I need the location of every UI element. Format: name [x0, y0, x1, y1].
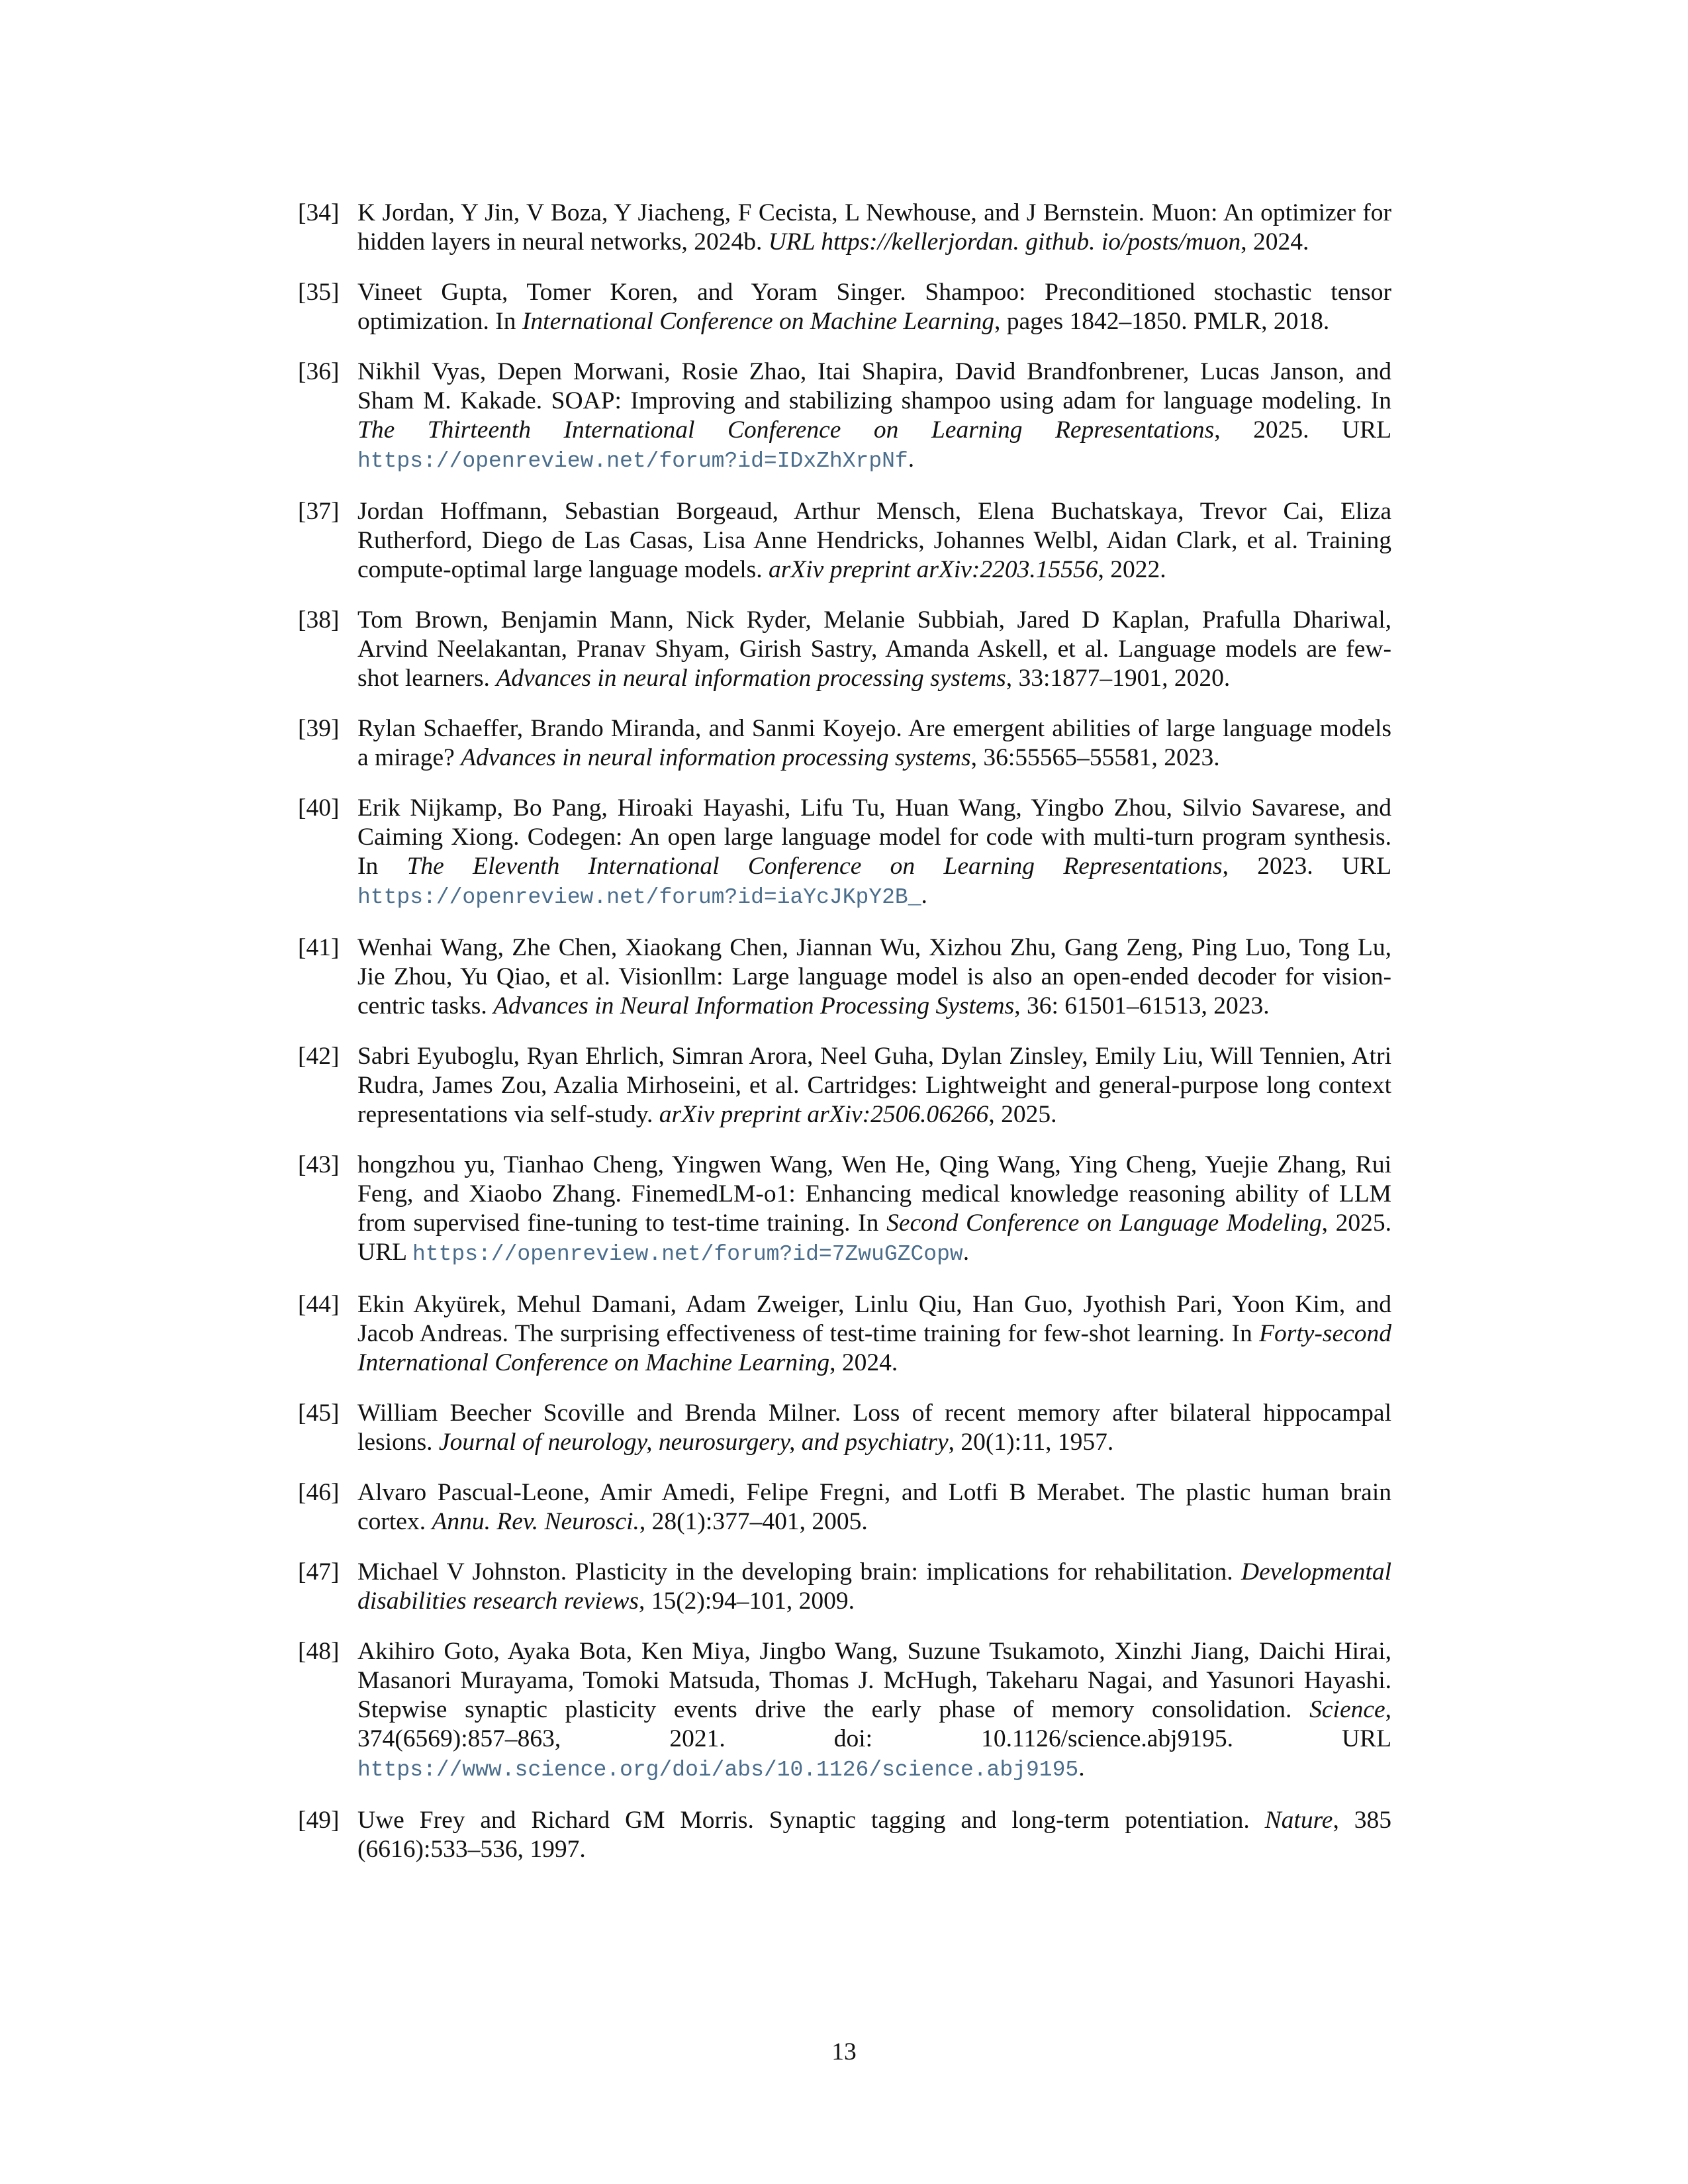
reference-venue: Journal of neurology, neurosurgery, and psychiatry — [438, 1429, 949, 1456]
reference-number: [42] — [298, 1043, 340, 1070]
reference-details: , 385 (6616):533–536, 1997. — [357, 1807, 1391, 1863]
reference-details: , 33:1877–1901, 2020. — [1006, 665, 1231, 692]
reference-venue: URL https://kellerjordan. github. io/posts/muon — [768, 228, 1241, 256]
reference-entry — [298, 278, 1391, 336]
reference-entry — [298, 714, 1391, 773]
reference-number: [41] — [298, 934, 340, 961]
reference-venue: Nature — [1264, 1807, 1333, 1834]
reference-entry — [298, 1478, 1391, 1537]
reference-number: [45] — [298, 1400, 340, 1427]
reference-entry — [298, 1290, 1391, 1378]
reference-text: Wenhai Wang, Zhe Chen, Xiaokang Chen, Jiannan Wu, Xizhou Zhu, Gang Zeng, Ping Luo, Tong Lu, Jie Zhou, Yu Qiao, et al. Visionllm: Large language model is also an open-ended decoder for vision-centric tasks. — [357, 934, 1391, 1020]
reference-text: hongzhou yu, Tianhao Cheng, Yingwen Wang, Wen He, Qing Wang, Ying Cheng, Yuejie Zhang, Rui Feng, and Xiaobo Zhang. FinemedLM-o1: Enhancing medical knowledge reasoning ability of LLM from supervised fine-tuning to test-time training. In — [357, 1151, 1391, 1237]
reference-venue: arXiv preprint arXiv:2203.15556 — [769, 556, 1098, 583]
reference-details: , 2023. — [1222, 853, 1313, 880]
reference-venue: The Eleventh International Conference on Learning Representations — [406, 853, 1223, 880]
reference-number: [40] — [298, 794, 340, 822]
reference-text: Ekin Akyürek, Mehul Damani, Adam Zweiger, Linlu Qiu, Han Guo, Jyothish Pari, Yoon Kim, and Jacob Andreas. The surprising effectiveness of test-time training for few-shot learning. In — [357, 1291, 1391, 1347]
reference-url-link[interactable]: https://openreview.net/forum?id=iaYcJKpY2B_ — [357, 885, 921, 910]
reference-text: Akihiro Goto, Ayaka Bota, Ken Miya, Jingbo Wang, Suzune Tsukamoto, Xinzhi Jiang, Daichi Hirai, Masanori Murayama, Tomoki Matsuda, Thomas J. McHugh, Takeharu Nagai, and Yasunori Hayashi. Stepwise synaptic plasticity events drive the early phase of memory consolidation. — [357, 1638, 1391, 1723]
reference-details: , 2024. — [829, 1349, 898, 1376]
reference-venue: Second Conference on Language Modeling — [886, 1210, 1322, 1237]
reference-url-suffix: . — [921, 882, 927, 909]
reference-details: , 2025. — [1321, 1210, 1392, 1237]
reference-number: [47] — [298, 1558, 340, 1586]
reference-url-link[interactable]: https://www.science.org/doi/abs/10.1126/science.abj9195 — [357, 1758, 1079, 1782]
reference-entry — [298, 1637, 1391, 1785]
reference-details: , 2024. — [1241, 228, 1309, 256]
reference-number: [46] — [298, 1479, 340, 1506]
reference-entry — [298, 199, 1391, 257]
reference-number: [39] — [298, 715, 340, 742]
reference-url-suffix: . — [1078, 1754, 1085, 1781]
reference-entry — [298, 357, 1391, 476]
reference-number: [44] — [298, 1291, 340, 1318]
reference-entry — [298, 1042, 1391, 1129]
reference-number: [35] — [298, 279, 340, 306]
reference-list — [298, 199, 1391, 1885]
reference-text: Uwe Frey and Richard GM Morris. Synaptic tagging and long-term potentiation. — [357, 1807, 1265, 1834]
reference-text: Tom Brown, Benjamin Mann, Nick Ryder, Melanie Subbiah, Jared D Kaplan, Prafulla Dhariwal, Arvind Neelakantan, Pranav Shyam, Girish Sastry, Amanda Askell, et al. Language models are few-shot learners. — [357, 606, 1391, 692]
reference-details: , 20(1):11, 1957. — [948, 1429, 1114, 1456]
reference-details: , 36:55565–55581, 2023. — [970, 744, 1220, 771]
reference-url-link[interactable]: https://openreview.net/forum?id=IDxZhXrpNf — [357, 449, 908, 473]
reference-venue: The Thirteenth International Conference on Learning Representations — [357, 416, 1215, 444]
reference-text: Michael V Johnston. Plasticity in the developing brain: implications for rehabilitation. — [357, 1558, 1241, 1586]
reference-text: William Beecher Scoville and Brenda Milner. Loss of recent memory after bilateral hippocampal lesions. — [357, 1400, 1391, 1456]
reference-venue: International Conference on Machine Learning — [522, 308, 994, 335]
reference-entry — [298, 1151, 1391, 1269]
reference-details: , 28(1):377–401, 2005. — [639, 1508, 868, 1535]
reference-venue: Developmental disabilities research reviews — [357, 1558, 1391, 1615]
reference-text: Sabri Eyuboglu, Ryan Ehrlich, Simran Arora, Neel Guha, Dylan Zinsley, Emily Liu, Will Tennien, Atri Rudra, James Zou, Azalia Mirhoseini, et al. Cartridges: Lightweight and general-purpose long context representations via self-study. — [357, 1043, 1391, 1128]
page-number: 13 — [831, 2038, 857, 2065]
reference-text: Nikhil Vyas, Depen Morwani, Rosie Zhao, Itai Shapira, David Brandfonbrener, Lucas Janson, and Sham M. Kakade. SOAP: Improving and stabilizing shampoo using adam for language modeling. In — [357, 358, 1391, 414]
reference-details: , 2025. — [1214, 416, 1309, 444]
reference-url-link[interactable]: https://openreview.net/forum?id=7ZwuGZCopw — [412, 1242, 963, 1266]
reference-text: Vineet Gupta, Tomer Koren, and Yoram Singer. Shampoo: Preconditioned stochastic tensor optimization. In — [357, 279, 1391, 335]
reference-text: Erik Nijkamp, Bo Pang, Hiroaki Hayashi, Lifu Tu, Huan Wang, Yingbo Zhou, Silvio Savarese, and Caiming Xiong. Codegen: An open large language model for code with multi-turn program synthesis. In — [357, 794, 1391, 880]
reference-number: [49] — [298, 1807, 340, 1834]
reference-details: , 15(2):94–101, 2009. — [638, 1588, 855, 1615]
reference-entry — [298, 1399, 1391, 1457]
reference-number: [38] — [298, 606, 340, 634]
reference-number: [37] — [298, 498, 340, 525]
reference-url-label: URL — [1313, 853, 1391, 880]
reference-url-suffix: . — [908, 446, 915, 473]
reference-details: , 36: 61501–61513, 2023. — [1014, 992, 1270, 1020]
reference-url-label: URL — [1309, 416, 1392, 444]
reference-entry — [298, 1806, 1391, 1864]
reference-number: [48] — [298, 1638, 340, 1665]
reference-entry — [298, 933, 1391, 1021]
reference-venue: Annu. Rev. Neurosci. — [432, 1508, 639, 1535]
reference-number: [36] — [298, 358, 340, 385]
reference-venue: Science — [1309, 1696, 1385, 1723]
reference-venue: Advances in Neural Information Processing Systems — [493, 992, 1015, 1020]
reference-venue: Forty-second International Conference on Machine Learning — [357, 1320, 1391, 1376]
reference-text: K Jordan, Y Jin, V Boza, Y Jiacheng, F Cecista, L Newhouse, and J Bernstein. Muon: An optimizer for hidden layers in neural networks, 2024b. — [357, 199, 1391, 256]
reference-url-label: URL — [357, 1239, 412, 1266]
reference-venue: Advances in neural information processing systems — [496, 665, 1006, 692]
reference-details: , pages 1842–1850. PMLR, 2018. — [994, 308, 1330, 335]
reference-text: Jordan Hoffmann, Sebastian Borgeaud, Arthur Mensch, Elena Buchatskaya, Trevor Cai, Eliza Rutherford, Diego de Las Casas, Lisa Anne Hendricks, Johannes Welbl, Aidan Clark, et al. Training compute-optimal large language models. — [357, 498, 1391, 583]
reference-number: [43] — [298, 1151, 340, 1178]
reference-entry — [298, 794, 1391, 912]
reference-entry — [298, 1558, 1391, 1616]
reference-number: [34] — [298, 199, 340, 226]
reference-details: , 2025. — [988, 1101, 1057, 1128]
reference-url-label: URL — [1233, 1725, 1392, 1752]
reference-details: , 374(6569):857–863, 2021. doi: 10.1126/science.abj9195. — [357, 1696, 1391, 1752]
reference-venue: arXiv preprint arXiv:2506.06266 — [659, 1101, 989, 1128]
reference-url-suffix: . — [962, 1239, 970, 1266]
reference-text: Alvaro Pascual-Leone, Amir Amedi, Felipe Fregni, and Lotfi B Merabet. The plastic human brain cortex. — [357, 1479, 1391, 1535]
reference-venue: Advances in neural information processing systems — [461, 744, 971, 771]
reference-entry — [298, 497, 1391, 585]
reference-text: Rylan Schaeffer, Brando Miranda, and Sanmi Koyejo. Are emergent abilities of large language models a mirage? — [357, 715, 1391, 771]
reference-details: , 2022. — [1098, 556, 1166, 583]
reference-entry — [298, 606, 1391, 693]
